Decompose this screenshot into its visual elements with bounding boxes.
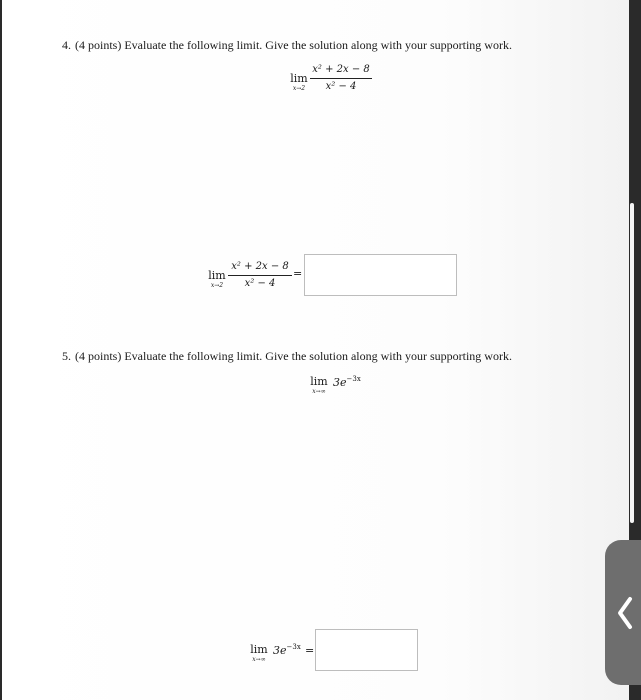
limit-operator: lim x→∞ [310,375,328,395]
limit-operator: lim x→2 [208,269,226,289]
question-4-prompt [62,38,512,53]
worksheet-page [2,0,629,700]
question-5-prompt [62,349,512,364]
limit-fraction: x² + 2x − 8 x² − 4 [310,64,372,93]
question-5-text: (4 points) Evaluate the following limit. Give the solution along with your supporting work. [75,349,512,363]
question-5-answer-box[interactable] [315,629,418,671]
equals-sign: = [305,644,315,657]
limit-fraction: x² + 2x − 8 x² − 4 [228,261,292,290]
limit-operator: lim x→∞ [250,643,268,663]
question-4-text: (4 points) Evaluate the following limit. Give the solution along with your supporting work. [75,38,512,52]
limit-expression: $3e^{-3x}$ [273,643,301,657]
question-4-answer-box[interactable] [304,254,457,296]
limit-operator: lim x→2 [290,72,308,92]
question-5-number: 5. [62,349,71,363]
vertical-scrollbar[interactable] [630,203,634,523]
equals-sign: = [293,267,303,280]
limit-expression: $3e^{-3x}$ [333,375,361,389]
chevron-left-icon [616,596,634,630]
side-drawer-tab[interactable] [605,540,641,685]
question-4-number: 4. [62,38,71,52]
